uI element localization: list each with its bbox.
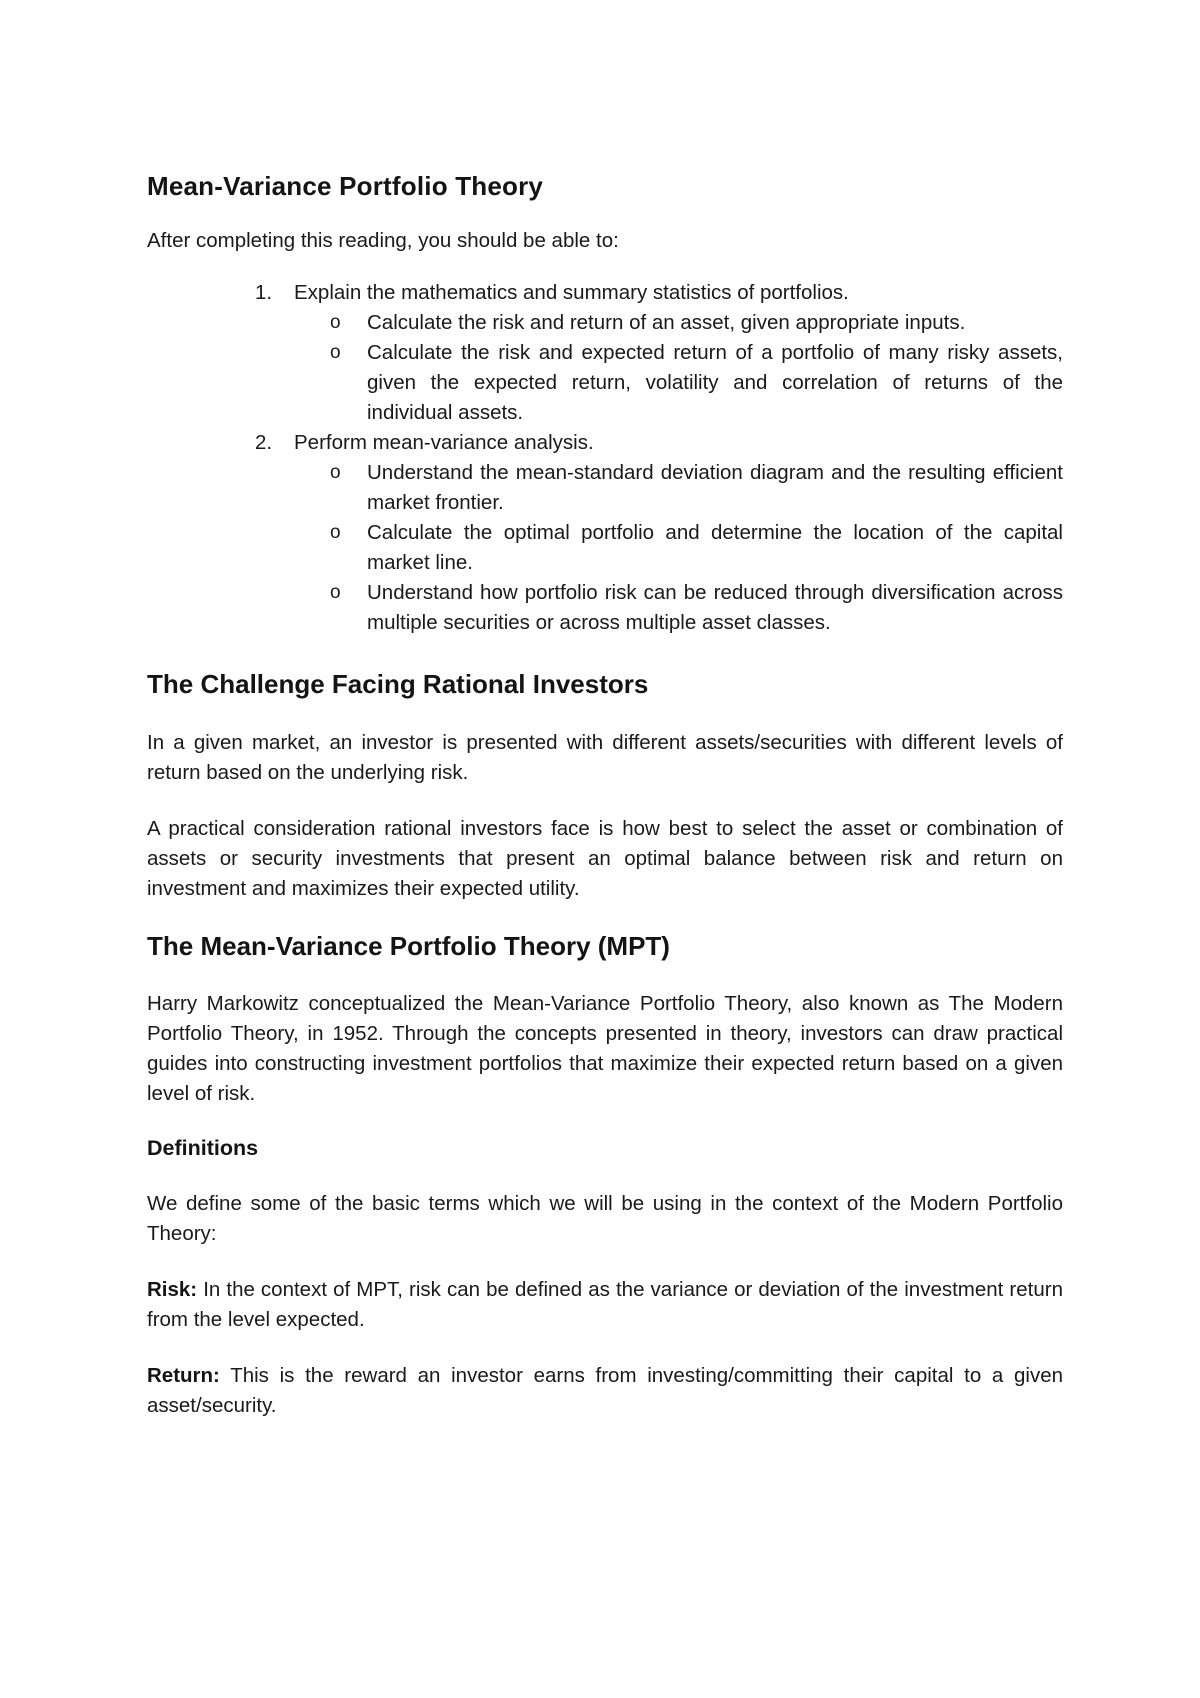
circle-bullet-icon: o: [330, 461, 341, 483]
circle-bullet-icon: o: [330, 341, 341, 363]
sub-objective: [330, 578, 1063, 638]
circle-bullet-icon: o: [330, 311, 341, 333]
page-title: Mean-Variance Portfolio Theory: [147, 171, 544, 201]
challenge-paragraph-2: A practical consideration rational investors face is how best to select the asset or combination of assets or security investments that present an optimal balance between risk and return on investment and maximizes their expected utility.: [147, 816, 1063, 900]
circle-bullet-icon: o: [330, 581, 341, 603]
section-heading-definitions: Definitions: [147, 1136, 259, 1161]
objectives-list: [147, 278, 1063, 638]
sub-objective: [330, 338, 1063, 428]
sub-objectives-list: [294, 308, 1063, 428]
return-text: This is the reward an investor earns from investing/committing their capital to a given asset/security.: [147, 1364, 1063, 1418]
objective-number: 2.: [255, 430, 273, 454]
objective-text: Perform mean-variance analysis.: [294, 430, 594, 454]
section-heading-challenge: The Challenge Facing Rational Investors: [147, 668, 649, 699]
definitions-intro: We define some of the basic terms which we will be using in the context of the Modern Portfolio Theory:: [147, 1192, 1063, 1246]
sub-objective-text: Calculate the risk and return of an asset, given appropriate inputs.: [367, 310, 966, 334]
intro-text: After completing this reading, you should be able to:: [147, 228, 619, 252]
definition-return: [147, 1361, 1063, 1421]
sub-objective-text: Understand how portfolio risk can be reduced through diversification across multiple securities or across multiple asset classes.: [367, 580, 1063, 634]
sub-objective-text: Calculate the risk and expected return of a portfolio of many risky assets, given the expected return, volatility and correlation of returns of the individual assets.: [367, 340, 1063, 424]
objective-2: [147, 428, 1063, 638]
objective-1: [147, 278, 1063, 428]
challenge-paragraph-1: In a given market, an investor is presented with different assets/securities with different levels of return based on the underlying risk.: [147, 730, 1063, 784]
document-page: [147, 170, 1063, 1421]
objective-number: 1.: [255, 280, 273, 304]
sub-objective-text: Understand the mean-standard deviation diagram and the resulting efficient market frontier.: [367, 460, 1063, 514]
sub-objectives-list: [294, 458, 1063, 638]
definition-risk: [147, 1275, 1063, 1335]
risk-text: In the context of MPT, risk can be defined as the variance or deviation of the investment return from the level expected.: [147, 1278, 1063, 1332]
return-label: Return:: [147, 1364, 220, 1388]
sub-objective-text: Calculate the optimal portfolio and determine the location of the capital market line.: [367, 520, 1063, 574]
sub-objective: [330, 458, 1063, 518]
mpt-paragraph: Harry Markowitz conceptualized the Mean-Variance Portfolio Theory, also known as The Modern Portfolio Theory, in 1952. Through the concepts presented in theory, investors can draw practical guides into constructing investment portfolios that maximize their expected return based on a given level of risk.: [147, 992, 1063, 1106]
sub-objective: [330, 308, 1063, 338]
risk-label: Risk:: [147, 1278, 198, 1302]
objective-text: Explain the mathematics and summary statistics of portfolios.: [294, 280, 849, 304]
sub-objective: [330, 518, 1063, 578]
circle-bullet-icon: o: [330, 521, 341, 543]
section-heading-mpt: The Mean-Variance Portfolio Theory (MPT): [147, 930, 670, 961]
